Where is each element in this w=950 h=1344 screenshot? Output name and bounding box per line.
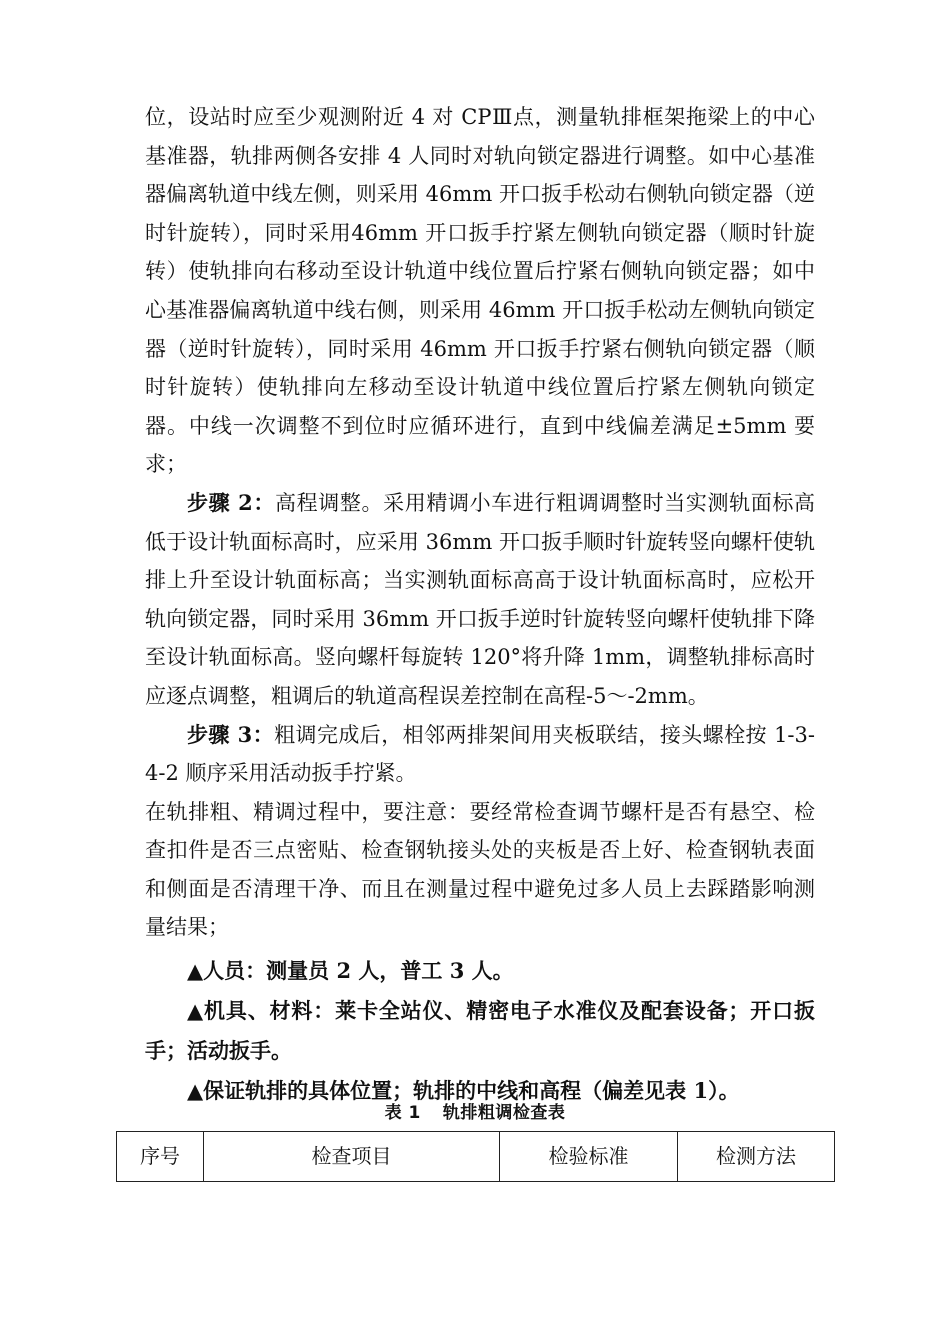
paragraph-step-3 — [145, 716, 815, 793]
header-cell-item: 检查项目 — [204, 1132, 500, 1182]
step-2-label: 步骤 2： — [187, 489, 276, 515]
table-caption — [0, 1098, 950, 1123]
rough-adjustment-check-table — [116, 1131, 835, 1182]
paragraph-alignment-adjustment: 位，设站时应至少观测附近 4 对 CPⅢ点，测量轨排框架拖梁上的中心基准器，轨排两侧各安排 4 人同时对轨向锁定器进行调整。如中心基准器偏离轨道中线左侧，则采用 46mm 开口扳手松动右侧轨向锁定器（逆时针旋转），同时采用46mm 开口扳手拧紧左侧轨向锁定器（顺时针旋转）使轨排向右移动至设计轨道中线位置后拧紧右侧轨向锁定器；如中心基准器偏离轨道中线右侧，则采用 46mm 开口扳手松动左侧轨向锁定器（逆时针旋转），同时采用 46mm 开口扳手拧紧右侧轨向锁定器（顺时针旋转）使轨排向左移动至设计轨道中线位置后拧紧左侧轨向锁定器。中线一次调整不到位时应循环进行，直到中线偏差满足±5mm 要求； — [145, 105, 815, 477]
header-cell-no: 序号 — [117, 1132, 204, 1182]
step-3-text: 粗调完成后，相邻两排架间用夹板联结，接头螺栓按 1-3-4-2 顺序采用活动扳手拧紧。 — [145, 722, 815, 786]
personnel-line: ▲人员：测量员 2 人，普工 3 人。 — [187, 958, 514, 984]
equipment-line: ▲机具、材料：莱卡全站仪、精密电子水准仪及配套设备；开口扳手；活动扳手。 — [145, 998, 815, 1064]
paragraph-step-2 — [145, 484, 815, 716]
step-3-label: 步骤 3： — [187, 721, 275, 747]
body-text — [145, 98, 815, 1111]
table-header-row — [117, 1132, 835, 1182]
table-caption-number: 表 1 — [384, 1103, 421, 1123]
step-2-text: 高程调整。采用精调小车进行粗调调整时当实测轨面标高低于设计轨面标高时，应采用 36mm 开口扳手顺时针旋转竖向螺杆使轨排上升至设计轨面标高；当实测轨面标高高于设计轨面标高时，应松开轨向锁定器，同时采用 36mm 开口扳手逆时针旋转竖向螺杆使轨排下降至设计轨面标高。竖向螺杆每旋转 120°将升降 1mm，调整轨排标高时应逐点调整，粗调后的轨道高程误差控制在高程-5～-2mm。 — [145, 490, 815, 708]
guarantee-line: ▲保证轨排的具体位置；轨排的中线和高程（偏差见表 1）。 — [187, 1078, 740, 1104]
header-cell-method: 检测方法 — [678, 1132, 835, 1182]
table-caption-title: 轨排粗调检查表 — [442, 1103, 566, 1123]
header-cell-standard: 检验标准 — [500, 1132, 678, 1182]
paragraph-precautions: 在轨排粗、精调过程中，要注意：要经常检查调节螺杆是否有悬空、检查扣件是否三点密贴、检查钢轨接头处的夹板是否上好、检查钢轨表面和侧面是否清理干净、而且在测量过程中避免过多人员上去踩踏影响测量结果； — [145, 799, 815, 940]
